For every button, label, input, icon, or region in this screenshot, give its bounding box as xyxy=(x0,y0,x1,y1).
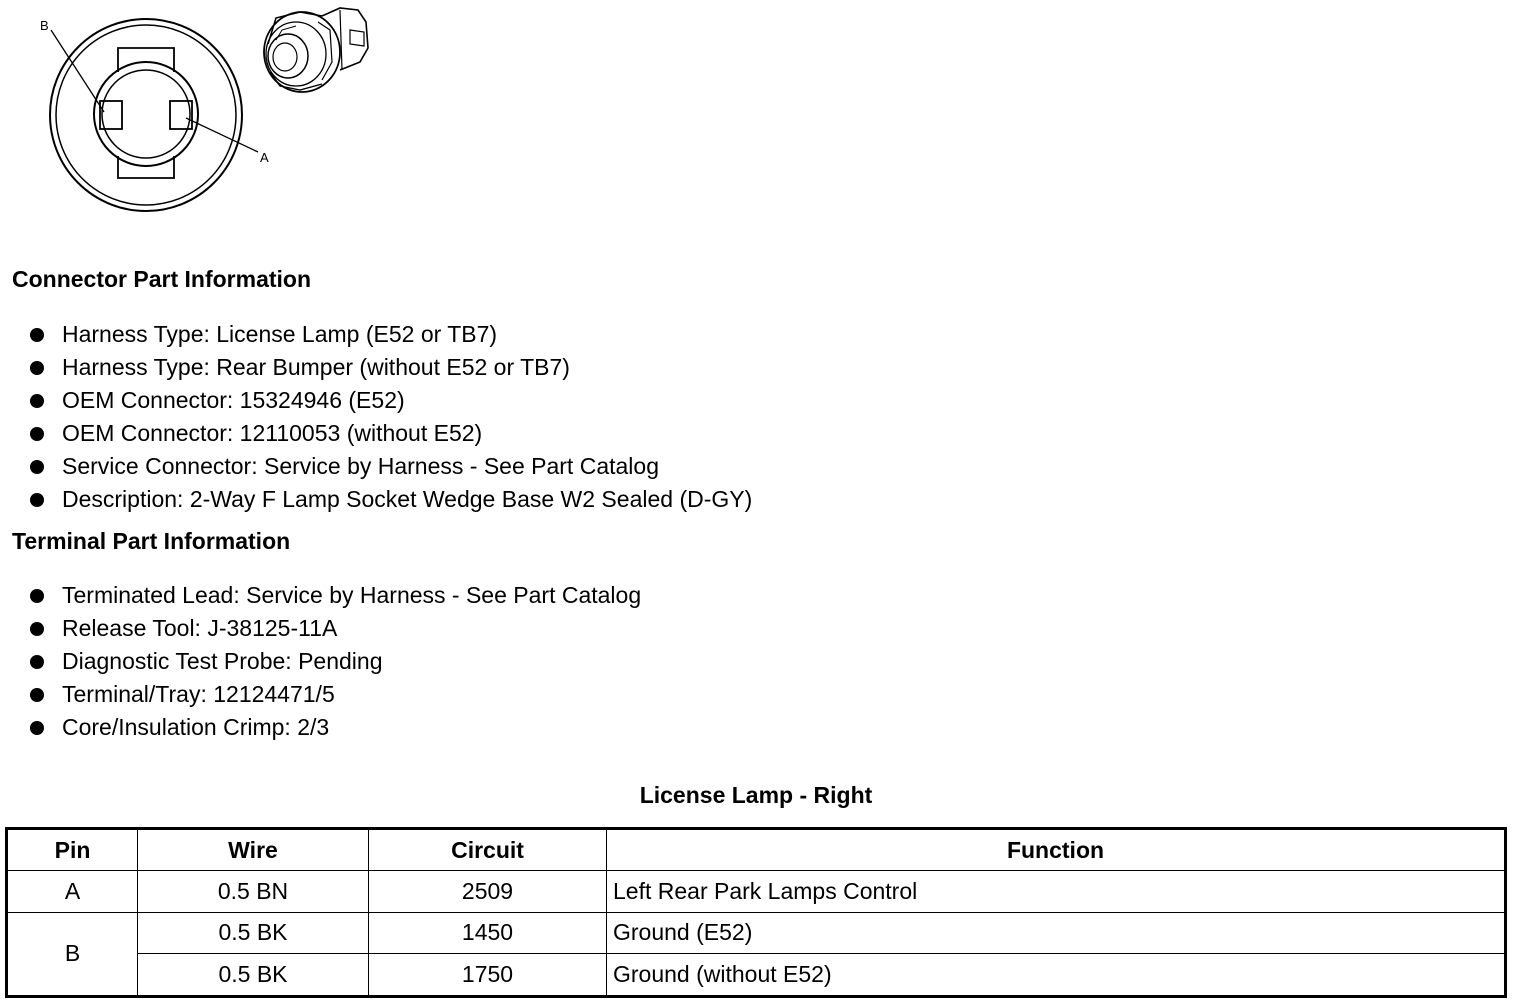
column-header-wire: Wire xyxy=(138,829,369,871)
list-item: Description: 2-Way F Lamp Socket Wedge Base W2 Sealed (D-GY) xyxy=(0,483,752,516)
pin-label-b: B xyxy=(40,18,49,33)
pin-label-a: A xyxy=(260,150,269,165)
bullet-icon xyxy=(30,361,44,375)
list-item: Diagnostic Test Probe: Pending xyxy=(0,645,641,678)
function-cell: Ground (without E52) xyxy=(607,954,1506,997)
bullet-icon xyxy=(30,328,44,342)
function-cell: Left Rear Park Lamps Control xyxy=(607,871,1506,913)
callout-line-b xyxy=(51,30,104,112)
list-item: Harness Type: Rear Bumper (without E52 or TB7) xyxy=(0,351,752,384)
socket-3d-illustration xyxy=(264,8,368,92)
connector-part-info-list xyxy=(0,318,752,516)
table-row xyxy=(7,954,1506,997)
pin-cell: B xyxy=(7,912,138,996)
bullet-icon xyxy=(30,721,44,735)
bullet-icon xyxy=(30,394,44,408)
table-row xyxy=(7,871,1506,913)
list-item: Release Tool: J-38125-11A xyxy=(0,612,641,645)
connector-socket-ring xyxy=(94,62,198,166)
bullet-icon xyxy=(30,589,44,603)
list-item: Core/Insulation Crimp: 2/3 xyxy=(0,711,641,744)
list-item: OEM Connector: 15324946 (E52) xyxy=(0,384,752,417)
list-item: OEM Connector: 12110053 (without E52) xyxy=(0,417,752,450)
terminal-part-info-list xyxy=(0,579,641,744)
column-header-function: Function xyxy=(607,829,1506,871)
bullet-icon xyxy=(30,688,44,702)
list-item: Terminal/Tray: 12124471/5 xyxy=(0,678,641,711)
table-header-row xyxy=(7,829,1506,871)
circuit-cell: 2509 xyxy=(369,871,607,913)
function-cell: Ground (E52) xyxy=(607,912,1506,954)
bullet-icon xyxy=(30,427,44,441)
wire-cell: 0.5 BN xyxy=(138,871,369,913)
column-header-pin: Pin xyxy=(7,829,138,871)
column-header-circuit: Circuit xyxy=(369,829,607,871)
pin-cell: A xyxy=(7,871,138,913)
bullet-icon xyxy=(30,493,44,507)
connector-part-info-heading: Connector Part Information xyxy=(12,266,312,292)
connector-top-tab xyxy=(118,48,174,72)
wire-cell: 0.5 BK xyxy=(138,912,369,954)
callout-line-a xyxy=(186,118,258,152)
table-title: License Lamp - Right xyxy=(639,782,873,808)
wire-cell: 0.5 BK xyxy=(138,954,369,997)
connector-face-diagram xyxy=(0,0,420,230)
bullet-icon xyxy=(30,622,44,636)
bullet-icon xyxy=(30,655,44,669)
list-item: Harness Type: License Lamp (E52 or TB7) xyxy=(0,318,752,351)
terminal-part-info-heading: Terminal Part Information xyxy=(12,528,291,554)
table-row xyxy=(7,912,1506,954)
circuit-cell: 1750 xyxy=(369,954,607,997)
list-item: Service Connector: Service by Harness - See Part Catalog xyxy=(0,450,752,483)
pinout-table xyxy=(5,827,1507,998)
circuit-cell: 1450 xyxy=(369,912,607,954)
bullet-icon xyxy=(30,460,44,474)
list-item: Terminated Lead: Service by Harness - See Part Catalog xyxy=(0,579,641,612)
